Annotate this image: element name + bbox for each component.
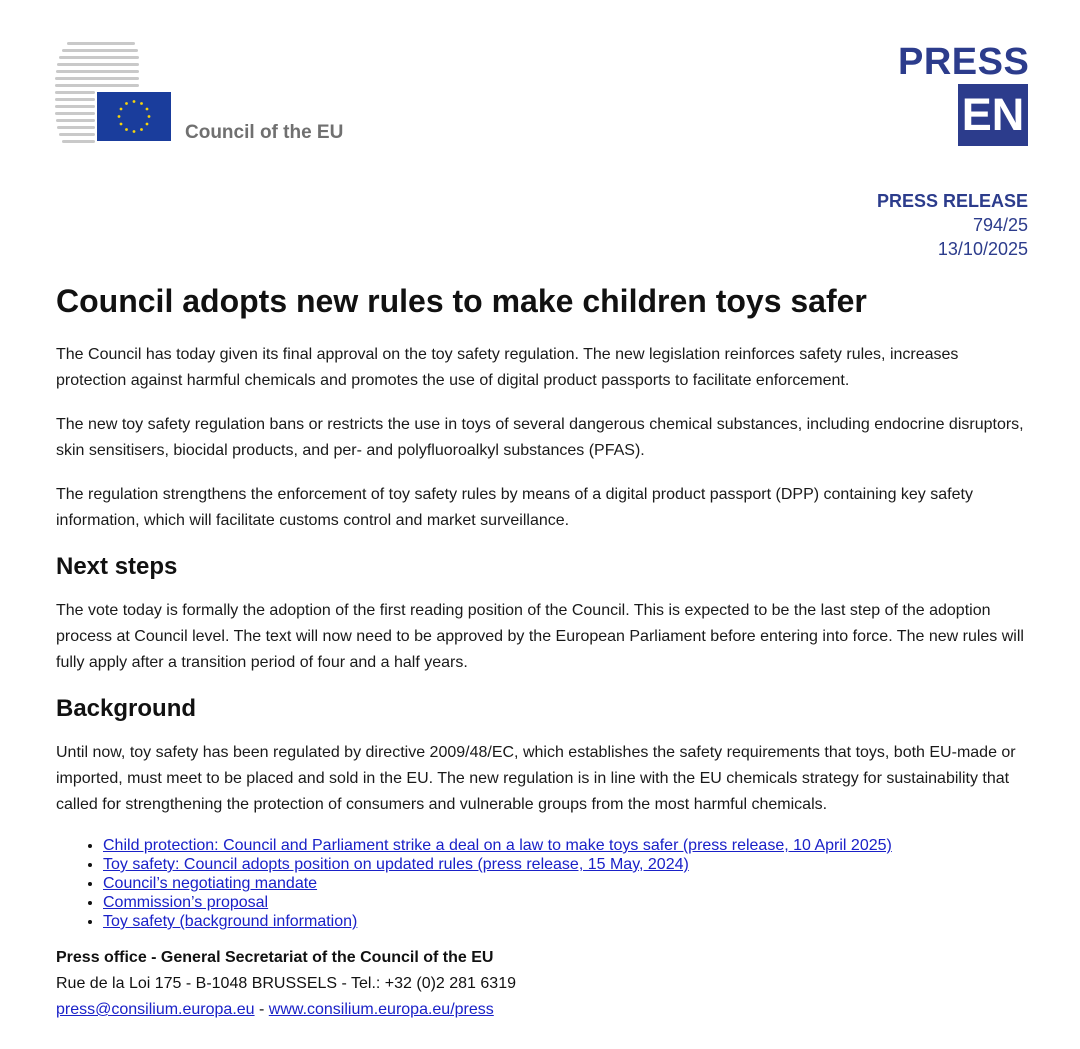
eu-star-icon <box>118 115 121 118</box>
eu-star-icon <box>133 100 136 103</box>
eu-star-icon <box>120 123 123 126</box>
press-office-name: Press office - General Secretariat of the Council of the EU <box>56 949 494 966</box>
list-item <box>103 855 1031 874</box>
intro-paragraph: The Council has today given its final approval on the toy safety regulation. The new legislation reinforces safety rules, increases protection against harmful chemicals and promotes the use of digital product passports to facilitate enforcement. <box>56 346 959 389</box>
next-steps-heading: Next steps <box>56 553 178 580</box>
intro-paragraph: The new toy safety regulation bans or restricts the use in toys of several dangerous chemical substances, including endocrine disruptors, skin sensitisers, biocidal products, and per- and polyfluoroalkyl substances (PFAS). <box>56 416 1024 459</box>
release-date: 13/10/2025 <box>937 239 1028 259</box>
eu-star-icon <box>120 108 123 111</box>
link-negotiating-mandate[interactable]: Council’s negotiating mandate <box>103 875 318 892</box>
eu-star-icon <box>140 128 143 131</box>
list-item <box>103 874 1031 893</box>
organization-name: Council of the EU <box>185 122 344 143</box>
article-title: Council adopts new rules to make children toys safer <box>56 283 867 319</box>
contact-separator: - <box>254 1001 269 1018</box>
list-item <box>103 912 1031 931</box>
next-steps-text: The vote today is formally the adoption of the first reading position of the Council. This is expected to be the last step of the adoption process at Council level. The text will now need to be approved by the European Parliament before entering into force. The new rules will fully apply after a transition period of four and a half years. <box>56 602 1024 671</box>
contact-links <box>56 997 1031 1023</box>
press-badge <box>898 42 1028 146</box>
website-link[interactable]: www.consilium.europa.eu/press <box>268 1001 494 1018</box>
list-item <box>103 836 1031 855</box>
eu-flag-icon <box>97 92 171 141</box>
eu-star-icon <box>146 108 149 111</box>
council-logo <box>55 42 375 152</box>
eu-star-icon <box>133 130 136 133</box>
link-council-position[interactable]: Toy safety: Council adopts position on updated rules (press release, 15 May, 2024) <box>103 856 689 873</box>
link-commission-proposal[interactable]: Commission’s proposal <box>103 894 269 911</box>
eu-flag-field <box>97 92 171 141</box>
eu-star-icon <box>140 102 143 105</box>
language-code-badge: EN <box>958 84 1028 146</box>
press-office-address: Rue de la Loi 175 - B-1048 BRUSSELS - Tel.: +32 (0)2 281 6319 <box>56 975 516 992</box>
press-label: PRESS <box>898 41 1030 83</box>
release-number: 794/25 <box>972 215 1028 235</box>
list-item <box>103 893 1031 912</box>
eu-star-icon <box>125 128 128 131</box>
related-links-list <box>56 836 1031 931</box>
release-type: PRESS RELEASE <box>876 191 1028 211</box>
email-link[interactable]: press@consilium.europa.eu <box>56 1001 255 1018</box>
background-heading: Background <box>56 695 197 722</box>
eu-star-icon <box>146 123 149 126</box>
contact-block <box>56 945 1031 1023</box>
release-meta <box>877 189 1028 261</box>
eu-star-icon <box>148 115 151 118</box>
intro-paragraph: The regulation strengthens the enforcement of toy safety rules by means of a digital product passport (DPP) containing key safety information, which will facilitate customs control and market surveillance. <box>56 486 973 529</box>
background-text: Until now, toy safety has been regulated by directive 2009/48/EC, which establishes the safety requirements that toys, both EU-made or imported, must meet to be placed and sold in the EU. The new regulation is in line with the EU chemicals strategy for sustainability that called for strengthening the protection of consumers and vulnerable groups from the most harmful chemicals. <box>56 744 1016 813</box>
link-child-protection-deal[interactable]: Child protection: Council and Parliament strike a deal on a law to make toys safer (press release, 10 April 2025) <box>103 837 892 854</box>
article-body <box>56 280 1031 1023</box>
link-background-information[interactable]: Toy safety (background information) <box>103 913 358 930</box>
eu-star-icon <box>125 102 128 105</box>
